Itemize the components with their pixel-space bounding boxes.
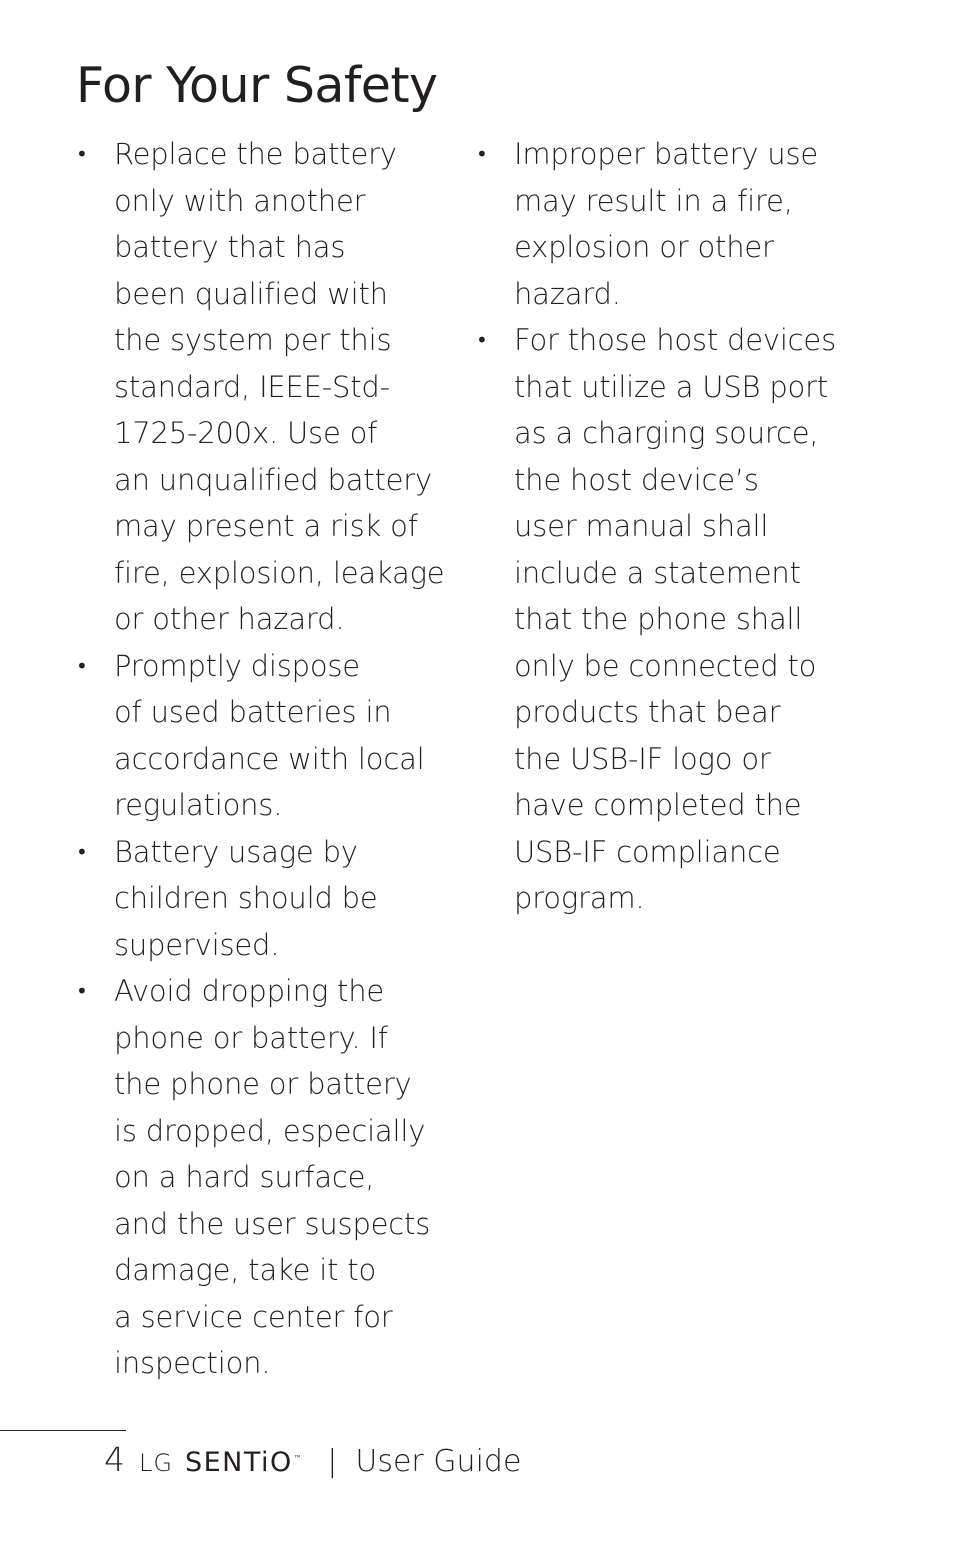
- text-line: standard, IEEE-Std-: [114, 369, 390, 404]
- text-line: damage, take it to: [114, 1253, 377, 1287]
- trademark-symbol: ™: [293, 1454, 304, 1463]
- text-line: is dropped, especially: [114, 1113, 426, 1148]
- text-line: the system per this: [114, 323, 392, 357]
- text-line: fire, explosion, leakage: [114, 555, 445, 590]
- bullet-text: [514, 131, 876, 317]
- footer-rule: [0, 1430, 126, 1431]
- text-line: only be connected to: [514, 648, 817, 683]
- text-line: user manual shall: [514, 509, 769, 543]
- text-line: products that bear: [514, 695, 781, 729]
- bullet-text: [114, 643, 468, 829]
- text-line: the phone or battery: [114, 1067, 412, 1101]
- product-name-text: SENTiO: [184, 1447, 293, 1478]
- page-footer: [104, 1440, 521, 1490]
- bullet-icon: •: [76, 839, 88, 864]
- bullet-item: [76, 131, 468, 643]
- bullet-icon: •: [76, 142, 88, 166]
- text-line: may result in a fire,: [514, 183, 793, 218]
- right-column: [476, 131, 876, 922]
- text-line: For those host devices: [514, 323, 836, 357]
- text-line: inspection.: [114, 1346, 271, 1380]
- text-line: have completed the: [514, 788, 802, 822]
- text-line: Replace the battery: [114, 137, 397, 171]
- text-line: as a charging source,: [514, 416, 819, 450]
- bullet-text: [114, 131, 468, 643]
- text-line: explosion or other: [514, 230, 774, 264]
- text-line: the host device’s: [514, 462, 759, 497]
- bullet-icon: •: [76, 653, 88, 678]
- text-line: phone or battery. If: [114, 1020, 388, 1055]
- page-number: 4: [104, 1440, 125, 1479]
- text-line: USB-IF compliance: [514, 834, 781, 869]
- text-line: supervised.: [114, 927, 280, 962]
- text-line: or other hazard.: [114, 602, 345, 636]
- text-line: Promptly dispose: [114, 648, 360, 683]
- text-line: a service center for: [114, 1299, 393, 1334]
- user-guide-label: User Guide: [355, 1444, 522, 1479]
- text-line: regulations.: [114, 788, 283, 822]
- bullet-icon: •: [76, 979, 88, 1003]
- text-line: that utilize a USB port: [514, 369, 828, 404]
- text-line: that the phone shall: [514, 602, 803, 636]
- bullet-item: [476, 131, 876, 317]
- footer-divider: |: [327, 1444, 338, 1479]
- text-line: 1725-200x. Use of: [114, 416, 378, 450]
- bullet-text: [114, 829, 468, 969]
- lg-logo: LG: [139, 1449, 173, 1477]
- page-title: For Your Safety: [76, 57, 438, 114]
- bullet-text: [114, 968, 468, 1387]
- bullet-item: [76, 643, 468, 829]
- bullet-item: [476, 317, 876, 922]
- bullet-icon: •: [476, 142, 488, 166]
- text-line: of used batteries in: [114, 695, 392, 729]
- text-line: on a hard surface,: [114, 1160, 375, 1194]
- left-column: [76, 131, 468, 1387]
- text-line: Improper battery use: [514, 137, 819, 171]
- text-line: Avoid dropping the: [114, 974, 385, 1008]
- text-line: and the user suspects: [114, 1206, 431, 1241]
- product-name: [185, 1447, 303, 1478]
- text-line: hazard.: [514, 276, 621, 311]
- bullet-item: [76, 968, 468, 1387]
- text-line: only with another: [114, 183, 366, 218]
- text-line: battery that has: [114, 230, 346, 264]
- bullet-icon: •: [476, 328, 488, 352]
- bullet-item: [76, 829, 468, 969]
- text-line: been qualified with: [114, 276, 388, 311]
- text-line: accordance with local: [114, 741, 425, 776]
- text-line: may present a risk of: [114, 509, 418, 543]
- bullet-text: [514, 317, 876, 922]
- text-line: include a statement: [514, 555, 801, 590]
- text-line: an unqualified battery: [114, 462, 432, 497]
- text-line: Battery usage by: [114, 834, 358, 869]
- text-line: program.: [514, 881, 645, 915]
- text-line: children should be: [114, 881, 378, 915]
- text-line: the USB-IF logo or: [514, 741, 771, 776]
